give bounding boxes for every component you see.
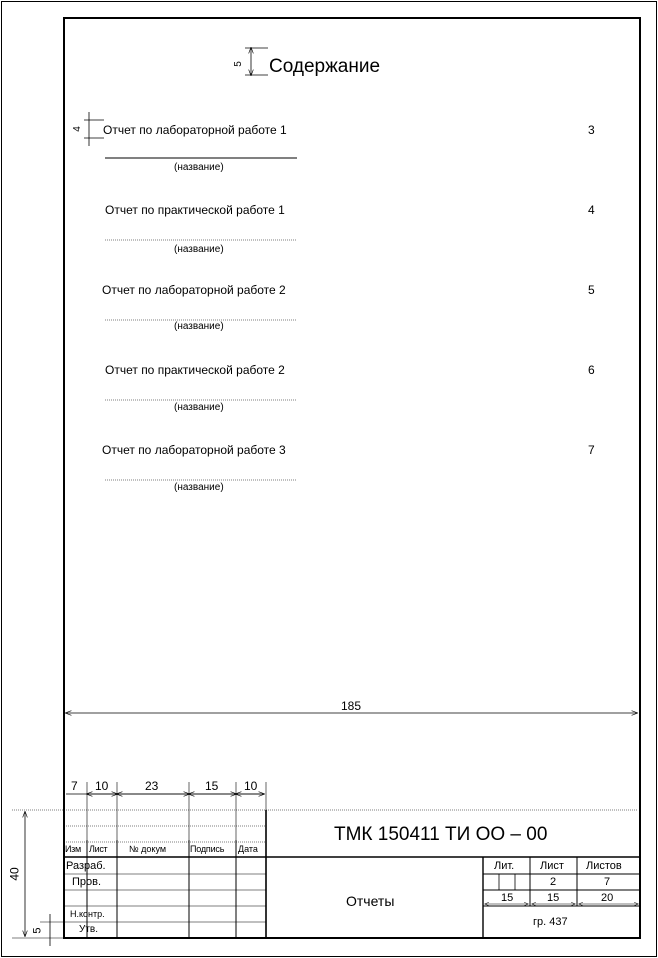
toc-item-caption: (название) [174, 162, 224, 173]
toc-item-page: 6 [588, 363, 595, 377]
sheet-number: 2 [550, 876, 557, 888]
sheet-label: Лист [540, 860, 564, 872]
col-dim-doc: 23 [145, 779, 159, 793]
toc-item-page: 4 [588, 203, 595, 217]
sheets-width-dim: 20 [601, 892, 614, 904]
toc-item-title: Отчет по практической работе 2 [105, 363, 285, 377]
group-label: гр. 437 [533, 916, 568, 928]
toc-item-title: Отчет по лабораторной работе 1 [103, 123, 287, 137]
sheets-total: 7 [604, 876, 611, 888]
toc-item-page: 7 [588, 443, 595, 457]
role-developer: Разраб. [66, 860, 106, 872]
toc-item-page: 5 [588, 283, 595, 297]
header-sign: Подпись [190, 844, 225, 854]
toc-item-caption: (название) [174, 321, 224, 332]
sheet-width-dim: 15 [547, 892, 560, 904]
col-dim-izm: 7 [71, 779, 78, 793]
col-dim-date: 10 [244, 779, 258, 793]
sheets-label: Листов [586, 860, 622, 872]
title-height-dim: 5 [232, 61, 244, 67]
header-date: Дата [238, 844, 258, 854]
lit-label: Лит. [494, 860, 515, 872]
toc-item-title: Отчет по лабораторной работе 3 [102, 443, 286, 457]
header-list: Лист [89, 844, 108, 854]
header-izm: Изм [65, 844, 81, 854]
toc-item-caption: (название) [174, 244, 224, 255]
col-dim-sign: 15 [205, 779, 219, 793]
role-checker: Пров. [72, 876, 102, 888]
role-approved: Утв. [79, 924, 99, 935]
row-height-dim: 5 [31, 927, 44, 934]
col-dim-list: 10 [95, 779, 109, 793]
toc-item-page: 3 [588, 123, 595, 137]
toc-item-caption: (название) [174, 482, 224, 493]
width-dim: 185 [341, 699, 362, 713]
entry-height-dim: 4 [71, 126, 83, 132]
role-norm-control: Н.контр. [70, 909, 105, 919]
toc-item-title: Отчет по лабораторной работе 2 [102, 283, 286, 297]
toc-item-title: Отчет по практической работе 1 [105, 203, 285, 217]
doc-name: Отчеты [346, 893, 395, 909]
doc-code: ТМК 150411 ТИ ОО – 00 [334, 824, 548, 845]
toc-item-caption: (название) [174, 402, 224, 413]
page-title: Содержание [269, 56, 381, 77]
lit-width-dim: 15 [501, 892, 514, 904]
stamp-height-dim: 40 [7, 867, 22, 881]
header-doc: № докум [129, 844, 167, 854]
